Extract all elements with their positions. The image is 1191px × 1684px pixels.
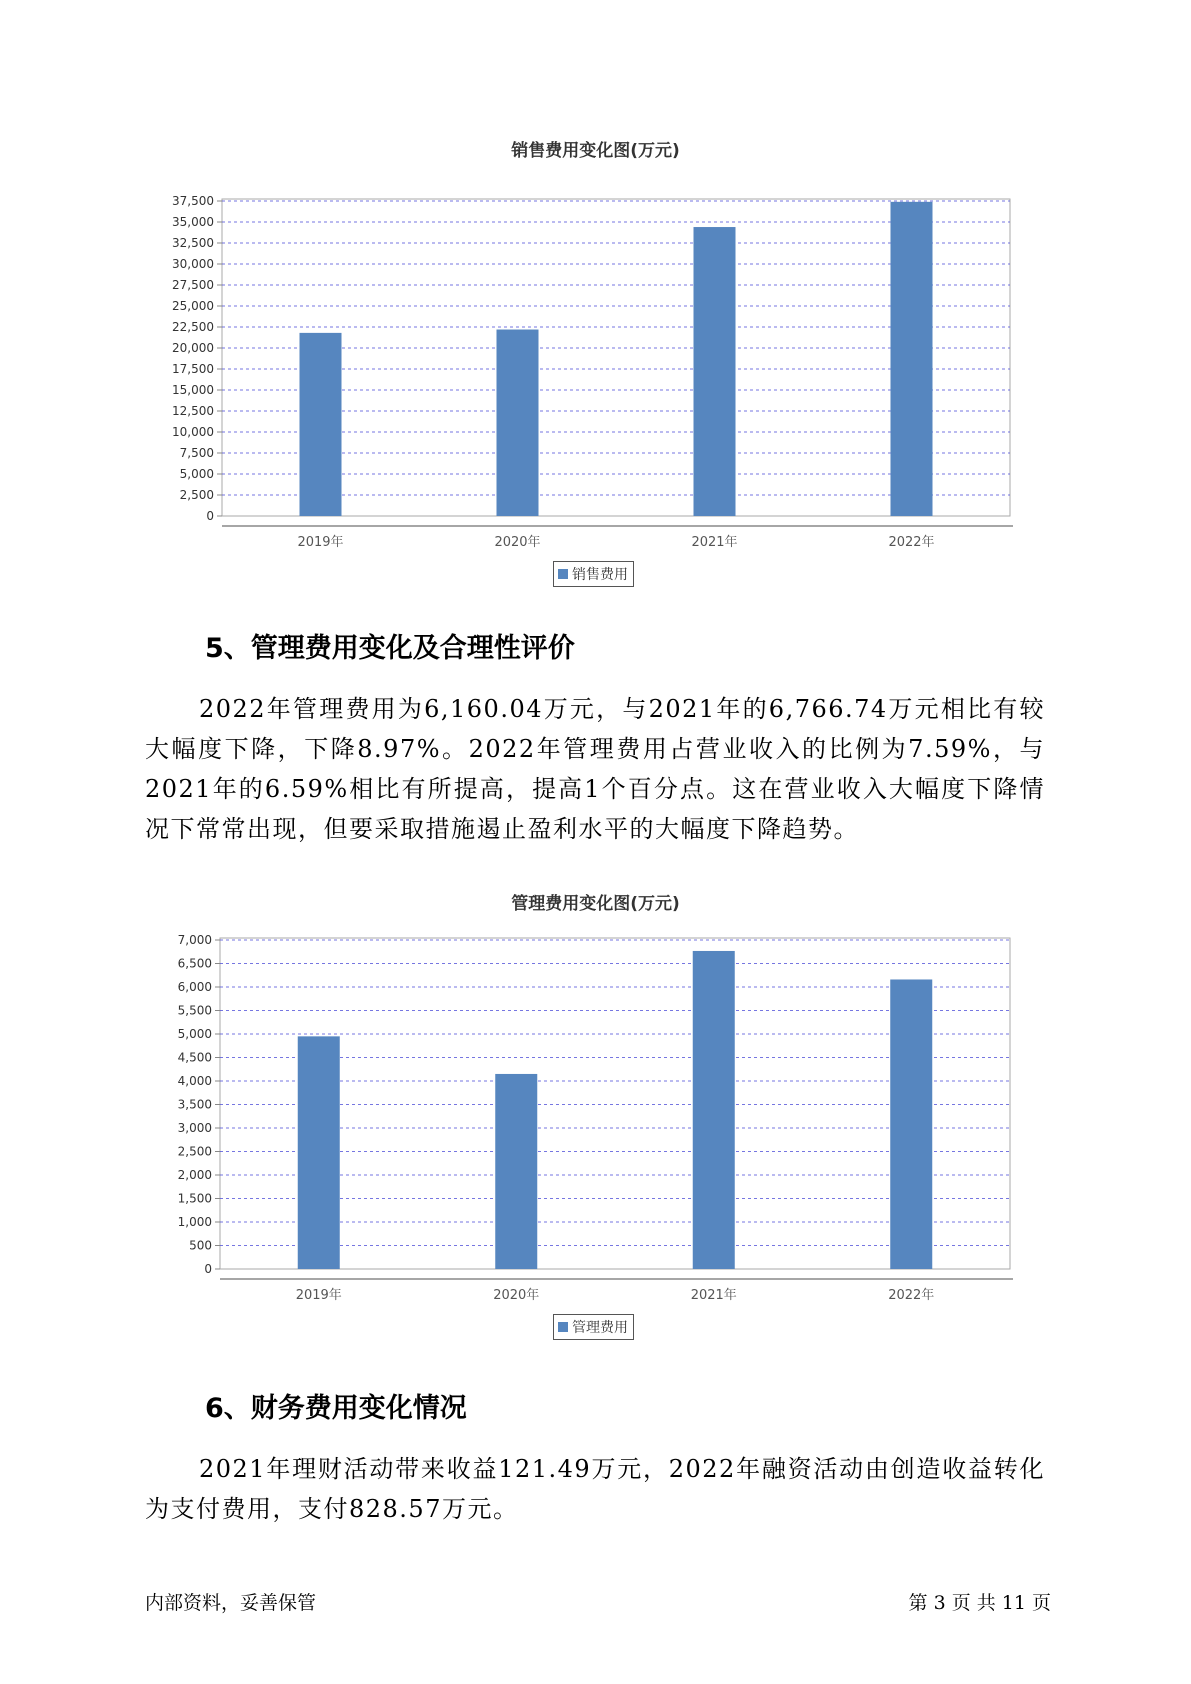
legend-swatch <box>558 1322 568 1332</box>
footer-page-number: 第 3 页 共 11 页 <box>908 1592 1051 1614</box>
bar <box>298 1036 340 1269</box>
y-tick-label: 5,500 <box>177 1003 212 1018</box>
y-tick-label: 25,000 <box>172 299 214 313</box>
y-tick-label: 15,000 <box>172 383 214 397</box>
y-tick-label: 3,500 <box>177 1097 212 1112</box>
bar <box>891 202 933 516</box>
section-6-paragraph: 2021年理财活动带来收益121.49万元，2022年融资活动由创造收益转化为支付费用，支付828.57万元。 <box>145 1455 1045 1523</box>
sales-chart-title: 销售费用变化图(万元) <box>511 141 680 161</box>
bar <box>693 951 735 1269</box>
y-tick-label: 6,000 <box>177 980 212 994</box>
bar <box>495 1074 537 1269</box>
bar <box>300 333 342 516</box>
y-tick-label: 2,000 <box>177 1168 212 1182</box>
y-tick-label: 1,000 <box>177 1215 212 1229</box>
bar <box>497 330 539 516</box>
bar <box>890 979 932 1269</box>
x-tick-label: 2019年 <box>295 1288 342 1303</box>
section-5-heading: 5、管理费用变化及合理性评价 <box>205 633 575 664</box>
sales-chart-legend <box>553 561 634 587</box>
sales-expense-chart <box>0 160 1191 550</box>
y-tick-label: 17,500 <box>172 362 214 376</box>
y-tick-label: 35,000 <box>172 215 214 229</box>
x-tick-label: 2021年 <box>691 535 738 550</box>
x-tick-label: 2022年 <box>888 1288 935 1303</box>
y-tick-label: 2,500 <box>177 1144 212 1159</box>
footer-confidential-note: 内部资料，妥善保管 <box>145 1592 317 1614</box>
y-tick-label: 22,500 <box>172 320 214 334</box>
admin-chart-title: 管理费用变化图(万元) <box>511 894 680 914</box>
y-tick-label: 37,500 <box>172 194 214 208</box>
admin-expense-chart <box>0 920 1191 1303</box>
y-tick-label: 6,500 <box>177 956 212 971</box>
y-tick-label: 500 <box>189 1238 212 1253</box>
y-tick-label: 12,500 <box>172 404 214 418</box>
y-tick-label: 3,000 <box>177 1121 212 1135</box>
x-tick-label: 2022年 <box>888 535 935 550</box>
y-tick-label: 5,000 <box>179 467 214 481</box>
y-tick-label: 2,500 <box>179 488 214 502</box>
y-tick-label: 1,500 <box>177 1191 212 1206</box>
y-tick-label: 27,500 <box>172 278 214 292</box>
sales-legend-label: 销售费用 <box>572 567 628 583</box>
y-tick-label: 4,000 <box>177 1074 212 1088</box>
y-tick-label: 4,500 <box>177 1050 212 1065</box>
y-tick-label: 30,000 <box>172 257 214 271</box>
x-tick-label: 2020年 <box>494 535 541 550</box>
section-5-paragraph: 2022年管理费用为6,160.04万元，与2021年的6,766.74万元相比有较大幅度下降，下降8.97%。2022年管理费用占营业收入的比例为7.59%，与2021年的6.59%相比有所提高，提高1个百分点。这在营业收入大幅度下降情况下常常出现，但要采取措施遏止盈利水平的大幅度下降趋势。 <box>145 695 1045 843</box>
x-tick-label: 2020年 <box>493 1288 540 1303</box>
x-tick-label: 2021年 <box>690 1288 737 1303</box>
x-tick-label: 2019年 <box>297 535 344 550</box>
y-tick-label: 0 <box>204 1262 212 1276</box>
y-tick-label: 0 <box>206 509 214 523</box>
legend-swatch <box>558 569 568 579</box>
section-6-heading: 6、财务费用变化情况 <box>205 1393 467 1424</box>
y-tick-label: 32,500 <box>172 236 214 250</box>
y-tick-label: 20,000 <box>172 341 214 355</box>
bar <box>694 227 736 516</box>
admin-legend-label: 管理费用 <box>572 1320 628 1336</box>
y-tick-label: 10,000 <box>172 425 214 439</box>
y-tick-label: 7,500 <box>179 446 214 460</box>
admin-chart-legend <box>553 1314 634 1340</box>
y-tick-label: 5,000 <box>177 1027 212 1041</box>
y-tick-label: 7,000 <box>177 933 212 947</box>
